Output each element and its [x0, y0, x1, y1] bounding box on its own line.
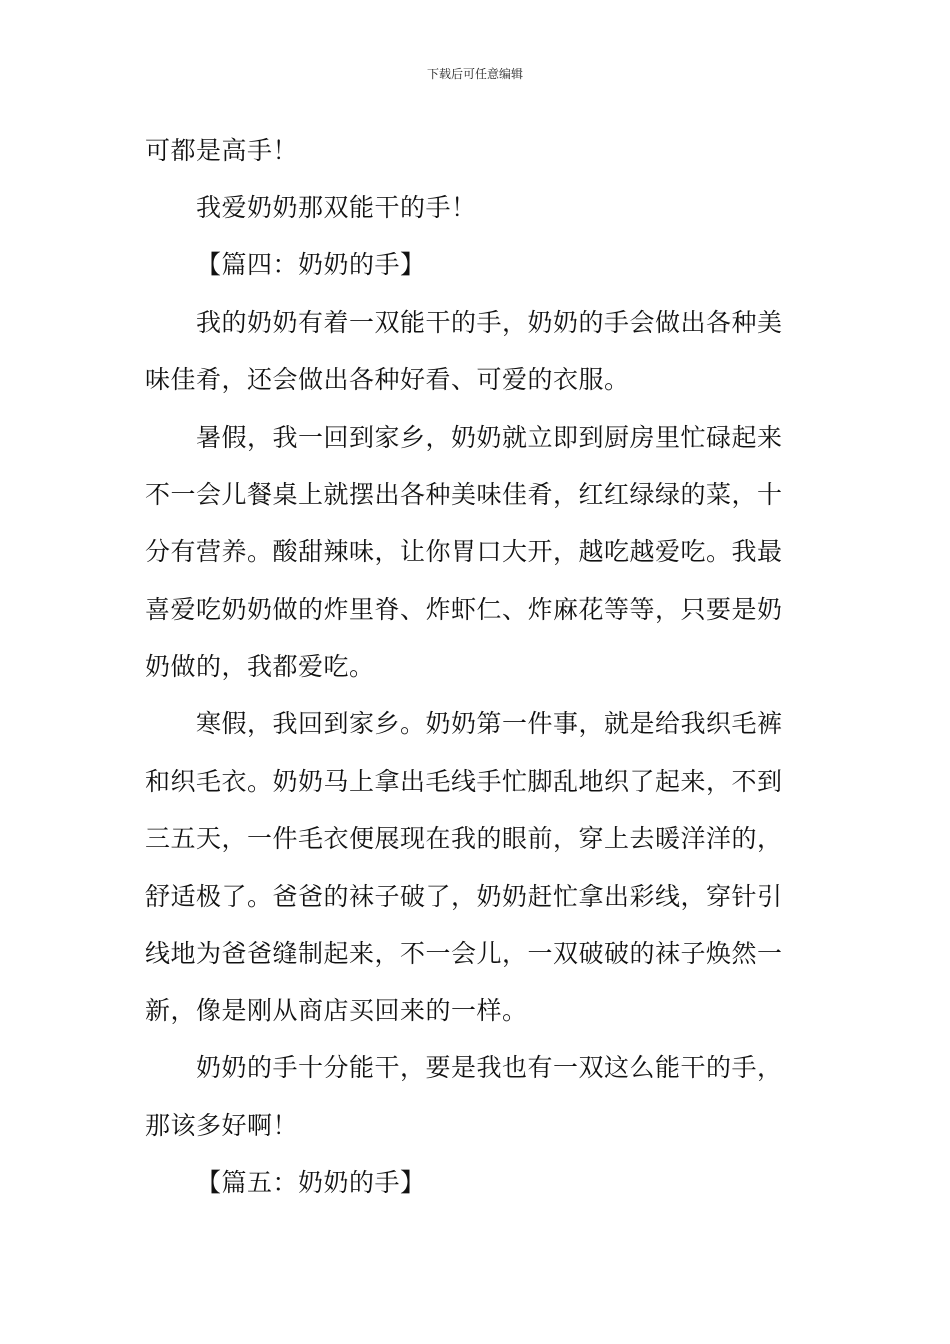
text-line: 暑假，我一回到家乡，奶奶就立即到厨房里忙碌起来 [196, 423, 783, 452]
text-line: 线地为爸爸缝制起来，不一会儿，一双破破的袜子焕然一 [145, 939, 783, 968]
text-line: 我的奶奶有着一双能干的手，奶奶的手会做出各种美 [196, 308, 783, 337]
text-line: 喜爱吃奶奶做的炸里脊、炸虾仁、炸麻花等等，只要是奶 [145, 595, 783, 624]
text-line: 不一会儿餐桌上就摆出各种美味佳肴，红红绿绿的菜，十 [145, 480, 783, 509]
text-line: 和织毛衣。奶奶马上拿出毛线手忙脚乱地织了起来，不到 [145, 767, 783, 796]
text-line: 可都是高手！ [145, 136, 299, 165]
section-heading: 【篇四：奶奶的手】 [196, 250, 426, 279]
text-line: 奶做的，我都爱吃。 [145, 652, 375, 681]
text-line: 我爱奶奶那双能干的手！ [196, 193, 477, 222]
text-line: 舒适极了。爸爸的袜子破了，奶奶赶忙拿出彩线，穿针引 [145, 882, 783, 911]
text-line: 分有营养。酸甜辣味，让你胃口大开，越吃越爱吃。我最 [145, 537, 783, 566]
text-line: 寒假，我回到家乡。奶奶第一件事，就是给我织毛裤 [196, 709, 783, 738]
text-line: 新，像是刚从商店买回来的一样。 [145, 996, 528, 1025]
page-header: 下载后可任意编辑 [426, 67, 523, 81]
text-line: 味佳肴，还会做出各种好看、可爱的衣服。 [145, 365, 630, 394]
section-heading: 【篇五：奶奶的手】 [196, 1168, 426, 1197]
text-line: 三五天，一件毛衣便展现在我的眼前，穿上去暖洋洋的， [145, 824, 783, 853]
text-line: 那该多好啊！ [145, 1111, 299, 1140]
text-line: 奶奶的手十分能干，要是我也有一双这么能干的手， [196, 1053, 783, 1082]
